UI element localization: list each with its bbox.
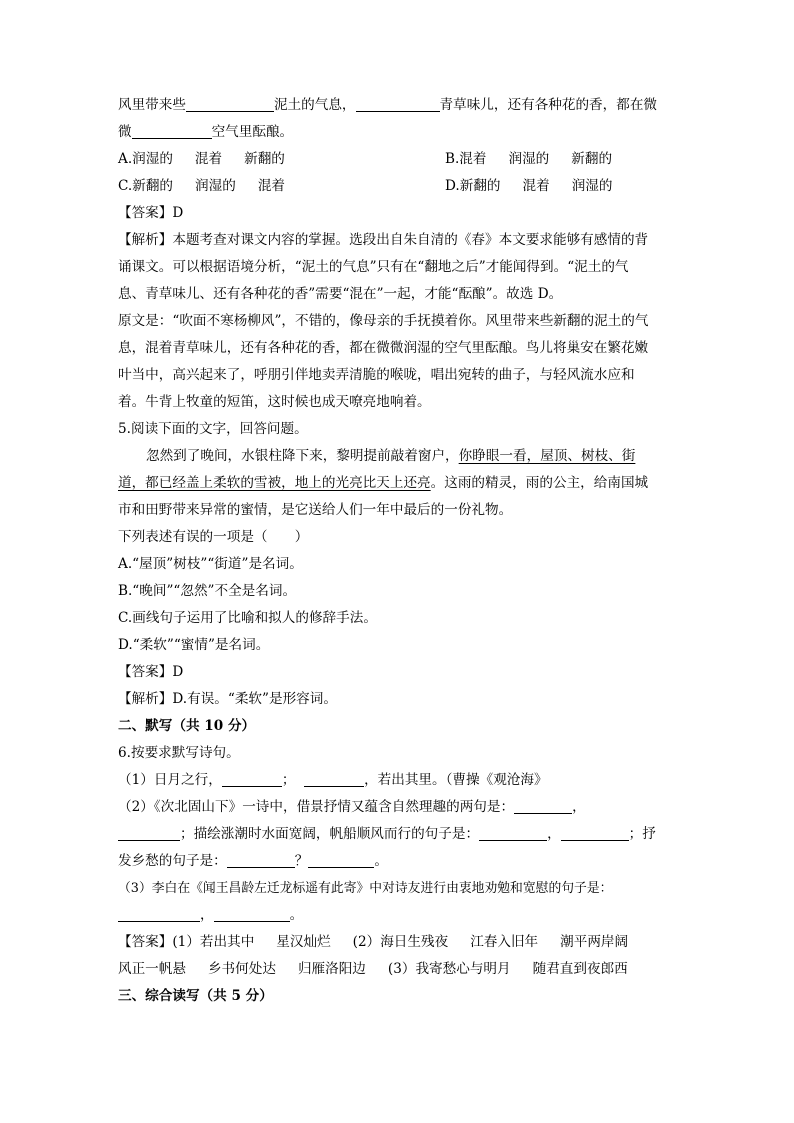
- answer-item: 随君直到夜郎西: [532, 961, 628, 977]
- q6-item-2-line-1: [118, 794, 678, 821]
- passage-text: 忽然到了晚间，水银柱降下来，黎明提前敲着窗户，: [146, 448, 459, 464]
- fill-blank[interactable]: [356, 95, 440, 112]
- document-page: [118, 92, 678, 1010]
- option-a[interactable]: [118, 146, 445, 173]
- answer-item: 星汉灿烂: [276, 934, 331, 950]
- passage-text: 。这雨的精灵，雨的公主，给南国城: [430, 475, 649, 491]
- q4-original-line-4: 着。牛背上牧童的短笛，这时候也成天嘹亮地响着。: [118, 394, 431, 410]
- option-text: 润湿的: [195, 178, 236, 194]
- fill-blank[interactable]: [479, 824, 547, 841]
- q6-item-2-line-2: [118, 821, 678, 848]
- fill-blank[interactable]: [227, 851, 295, 868]
- section-2-heading: 二、默写（共 10 分）: [118, 718, 256, 734]
- q6-item-1: [118, 767, 678, 794]
- option-text: A.润湿的: [118, 151, 173, 167]
- q5-option-a[interactable]: A.“屋顶”树枝”“街道”是名词。: [118, 556, 303, 572]
- fill-blank[interactable]: [132, 122, 212, 139]
- q6-text: ，: [572, 799, 586, 815]
- fill-blank[interactable]: [118, 905, 200, 922]
- q6-text: ，: [547, 826, 561, 842]
- answer-item: (1）若出其中: [172, 934, 255, 950]
- q6-text: ；抒: [628, 826, 656, 842]
- q4-explanation-line-3: 息、青草味儿、还有各种花的香”需要“混在”一起，才能“酝酿”。故选 D。: [118, 286, 563, 302]
- answer-item: (3）我寄愁心与明月: [387, 961, 511, 977]
- fill-blank[interactable]: [304, 770, 364, 787]
- section-3-heading: 三、综合读写（共 5 分）: [118, 988, 273, 1004]
- q6-text: ；: [281, 772, 296, 788]
- option-text: 混着: [522, 178, 550, 194]
- q6-text: 。: [289, 907, 304, 923]
- q6-item-3-blanks: [118, 902, 678, 929]
- q6-answer-line-2: [118, 956, 678, 983]
- q4-text: 青草味儿，还有各种花的香，都在微: [439, 97, 658, 113]
- q5-passage-line-2: [118, 470, 678, 497]
- q5-passage-line-3: 市和田野带来异常的蜜情，是它送给人们一年中最后的一份礼物。: [118, 502, 513, 518]
- q6-text: ；描绘涨潮时水面宽阔，帆船顺风而行的句子是：: [180, 826, 480, 842]
- q6-item-3: （3）李白在《闻王昌龄左迁龙标遥有此寄》中对诗友进行由衷地劝勉和宽慰的句子是：: [118, 881, 613, 896]
- option-text: C.新翻的: [118, 178, 174, 194]
- fill-blank[interactable]: [222, 770, 282, 787]
- fill-blank[interactable]: [561, 824, 629, 841]
- option-text: 混着: [194, 151, 223, 167]
- fill-blank[interactable]: [118, 824, 180, 841]
- fill-blank[interactable]: [514, 797, 572, 814]
- fill-blank[interactable]: [186, 95, 274, 112]
- q6-text: ，: [200, 907, 214, 923]
- answer-label: 【答案】: [118, 934, 173, 950]
- q4-text: 空气里酝酿。: [211, 124, 294, 140]
- option-text: B.混着: [445, 151, 487, 167]
- option-text: 混着: [257, 178, 285, 194]
- q5-answer: 【答案】D: [118, 664, 184, 680]
- q4-text: 泥土的气息，: [273, 97, 356, 113]
- option-b[interactable]: [445, 151, 612, 167]
- explanation-label: 【解析】: [118, 232, 173, 248]
- answer-item: 江春入旧年: [470, 934, 539, 950]
- option-text: 新翻的: [244, 151, 285, 167]
- q4-stem-line-2: [118, 119, 678, 146]
- q4-original-line-3: 叶当中，高兴起来了，呼朋引伴地卖弄清脆的喉咙，唱出宛转的曲子，与轻风流水应和: [118, 367, 635, 383]
- q4-text: 微: [118, 124, 132, 140]
- q6-text: ，若出其里。（曹操《观沧海》: [364, 772, 548, 788]
- q5-title: 5.阅读下面的文字，回答问题。: [118, 421, 308, 437]
- q4-explanation-line-2: 诵课文。可以根据语境分析，“泥土的气息”只有在“翻地之后”才能闻得到。“泥土的气: [118, 259, 629, 275]
- q4-options-row-1: [118, 146, 678, 173]
- option-text: 新翻的: [571, 151, 613, 167]
- option-text: D.新翻的: [445, 178, 501, 194]
- q4-original-line-2: 息，混着青草味儿，还有各种花的香，都在微微润湿的空气里酝酿。鸟儿将巢安在繁花嫩: [118, 340, 649, 356]
- q6-text: （2）《次北固山下》一诗中，借景抒情又蕴含自然理趣的两句是：: [118, 799, 515, 815]
- q5-question: 下列表述有误的一项是（ ）: [118, 529, 309, 545]
- q4-options-row-2: [118, 173, 678, 200]
- q5-option-b[interactable]: B.“晚间”“忽然”不全是名词。: [118, 583, 297, 599]
- q5-option-c[interactable]: C.画线句子运用了比喻和拟人的修辞手法。: [118, 610, 377, 626]
- option-text: 润湿的: [571, 178, 613, 194]
- answer-item: 风正一帆悬: [118, 961, 186, 977]
- q6-text: 。: [374, 853, 388, 869]
- q4-stem-line-1: [118, 92, 678, 119]
- q4-text: 风里带来些: [118, 97, 186, 113]
- answer-item: 乡书何处达: [207, 961, 276, 977]
- q6-answer-line-1: [118, 929, 678, 956]
- answer-item: 归雁洛阳边: [297, 961, 366, 977]
- fill-blank[interactable]: [308, 851, 374, 868]
- option-c[interactable]: [118, 173, 445, 200]
- option-d[interactable]: [445, 178, 613, 194]
- answer-item: 潮平两岸阔: [560, 934, 629, 950]
- q6-item-2-line-3: [118, 848, 678, 875]
- explanation-text: 本题考查对课文内容的掌握。选段出自朱自清的《春》本文要求能够有感情的背: [172, 232, 649, 248]
- q5-option-d[interactable]: D.“柔软”“蜜情”是名词。: [118, 637, 270, 653]
- q5-passage-line-1: [118, 443, 678, 470]
- option-text: 润湿的: [508, 151, 550, 167]
- fill-blank[interactable]: [214, 905, 290, 922]
- q4-explanation-line-1: [118, 227, 678, 254]
- q5-explanation: 【解析】D.有误。“柔软”是形容词。: [118, 691, 337, 707]
- q4-original-line-1: 原文是：“吹面不寒杨柳风”，不错的，像母亲的手抚摸着你。风里带来些新翻的泥土的气: [118, 313, 649, 329]
- q6-text: （1）日月之行，: [118, 772, 222, 788]
- underlined-sentence: 道，都已经盖上柔软的雪被，地上的光亮比天上还亮: [118, 475, 431, 491]
- underlined-sentence: 你睁眼一看，屋顶、树枝、街: [458, 448, 636, 464]
- q6-text: ？: [294, 853, 309, 869]
- q6-text: 发乡愁的句子是：: [118, 853, 227, 869]
- q4-answer: 【答案】D: [118, 205, 184, 221]
- answer-item: (2）海日生残夜: [352, 934, 449, 950]
- q6-title: 6.按要求默写诗句。: [118, 745, 240, 761]
